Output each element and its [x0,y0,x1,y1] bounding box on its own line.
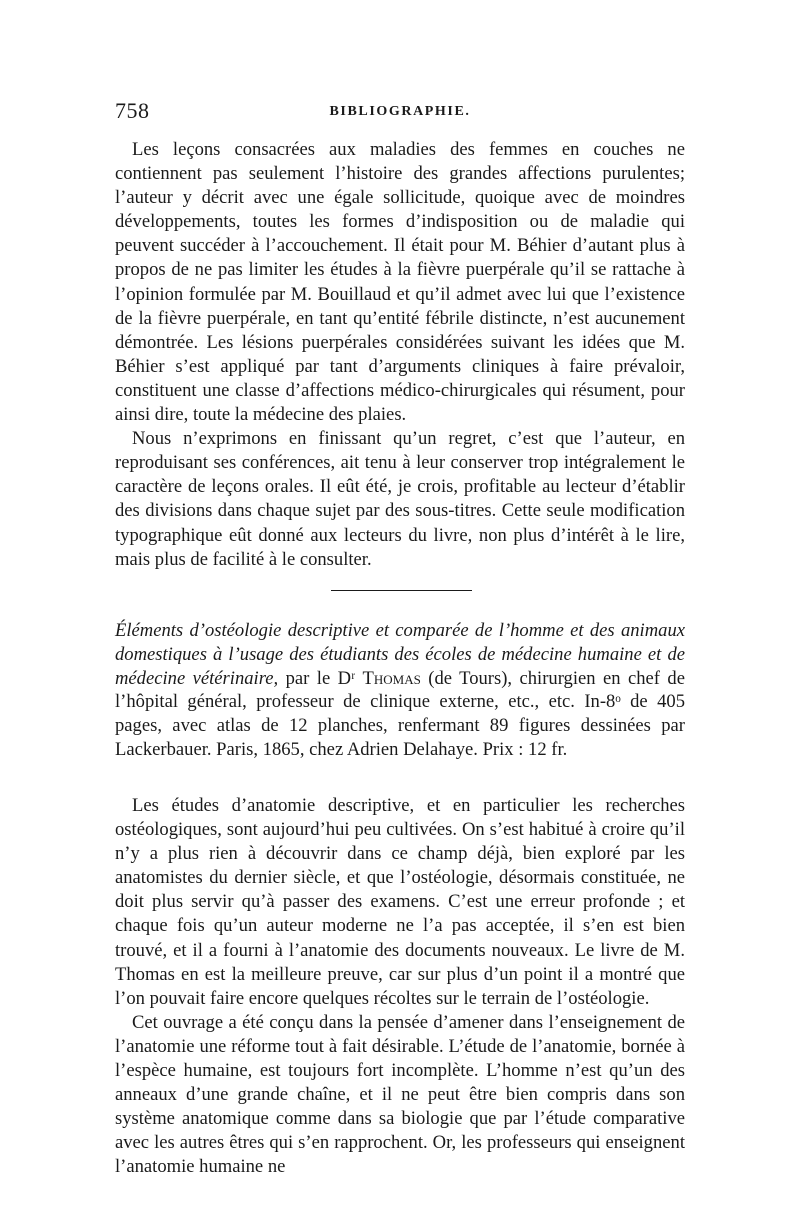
page-header [115,98,685,128]
citation-details: (de Tours), chirurgien en chef de l’hôpital général, professeur de clinique externe, etc., etc. In-8ᵒ de 405 pages, avec atlas de 12 planches, renfermant 89 figures dessinées par Lackerbauer. Paris, 1865, chez Adrien Delahaye. Prix : 12 fr. [115,667,685,760]
section-divider [331,590,472,591]
paragraph: Les études d’anatomie descriptive, et en particulier les recherches ostéologiques, sont aujourd’hui peu cultivées. On s’est habitué à croire qu’il n’y a plus rien à découvrir dans ce champ déjà, bien exploré par les anatomistes du dernier siècle, et que l’ostéologie, désormais constituée, ne doit plus servir qu’à passer des examens. C’est une erreur profonde ; et chaque fois qu’un auteur moderne ne l’a pas acceptée, il s’en est bien trouvé, et il a fourni à l’anatomie des documents nouveaux. Le livre de M. Thomas en est la meilleure preuve, car sur plus d’un point il a montré que l’on pouvait faire encore quelques récoltes sur le terrain de l’ostéologie. [115,795,685,1009]
book-title: Éléments d’ostéologie descriptive et comparée de l’homme et des animaux domestiques à l’usage des étudiants des écoles de médecine humaine et de médecine vétérinaire, [115,620,685,689]
review-body [115,794,685,1180]
author-prefix: par le Dʳ [285,667,356,689]
author-name: Thomas [362,667,421,689]
paragraph: Nous n’exprimons en finissant qu’un regret, c’est que l’auteur, en reproduisant ses conférences, ait tenu à leur conserver trop intégralement le caractère de leçons orales. Il eût été, je crois, profitable au lecteur d’établir des divisions dans chaque sujet par des sous-titres. Cette seule modification typographique eût donné aux lecteurs du livre, non plus d’intérêt à le lire, mais plus de facilité à le consulter. [115,428,685,570]
book-citation [115,619,685,762]
running-title: BIBLIOGRAPHIE. [329,104,471,119]
page-number: 758 [115,98,150,123]
paragraph: Les leçons consacrées aux maladies des femmes en couches ne contiennent pas seulement l’histoire des grandes affections purulentes; l’auteur y décrit avec une égale sollicitude, quoique avec de moindres développements, toutes les formes d’indisposition ou de maladie qui peuvent succéder à l’accouchement. Il était pour M. Béhier d’autant plus à propos de ne pas limiter les études à la fièvre puerpérale qu’il se rattache à l’opinion formulée par M. Bouillaud et qu’il admet avec lui que l’existence de la fièvre puerpérale, en tant qu’entité fébrile distincte, n’est aucunement démontrée. Les lésions puerpérales considérées suivant les idées que M. Béhier s’est appliqué par tant d’arguments cliniques à faire prévaloir, constituent une classe d’affections médico-chirurgicales qui résument, pour ainsi dire, toute la médecine des plaies. [115,139,685,426]
review-continuation [115,138,685,572]
paragraph: Cet ouvrage a été conçu dans la pensée d’amener dans l’enseignement de l’anatomie une réforme tout à fait désirable. L’étude de l’anatomie, bornée à l’espèce humaine, est toujours fort incomplète. L’homme n’est qu’un des anneaux d’une grande chaîne, et il ne peut être bien compris dans son système anatomique comme dans sa biologie que par l’étude comparative avec les autres êtres qui s’en rapprochent. Or, les professeurs qui enseignent l’anatomie humaine ne [115,1011,685,1178]
